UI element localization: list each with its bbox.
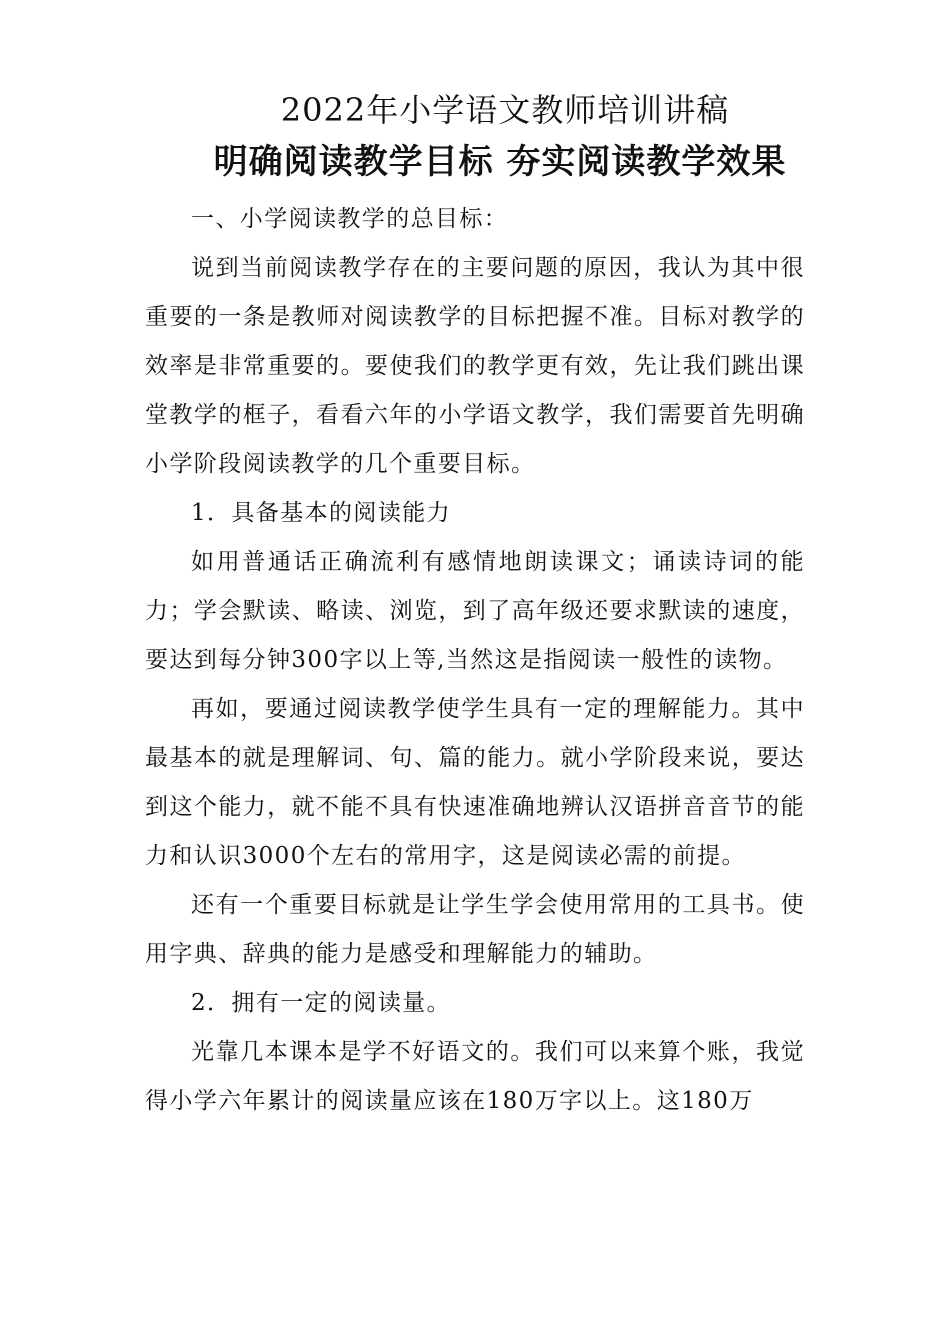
paragraph: 说到当前阅读教学存在的主要问题的原因，我认为其中很重要的一条是教师对阅读教学的目标把握不准。目标对教学的效率是非常重要的。要使我们的教学更有效，先让我们跳出课堂教学的框子，看看六年的小学语文教学，我们需要首先明确小学阶段阅读教学的几个重要目标。: [145, 255, 805, 477]
subsection-heading-2: 2．拥有一定的阅读量。: [191, 990, 452, 1016]
paragraph: 如用普通话正确流利有感情地朗读课文；诵读诗词的能力；学会默读、略读、浏览，到了高年级还要求默读的速度，要达到每分钟300字以上等,当然这是指阅读一般性的读物。: [145, 549, 805, 673]
document-subtitle: 明确阅读教学目标 夯实阅读教学效果: [213, 142, 787, 182]
paragraph: 光靠几本课本是学不好语文的。我们可以来算个账，我觉得小学六年累计的阅读量应该在180万字以上。这180万: [145, 1039, 805, 1114]
paragraph: 还有一个重要目标就是让学生学会使用常用的工具书。使用字典、辞典的能力是感受和理解能力的辅助。: [145, 892, 805, 967]
paragraph: 再如，要通过阅读教学使学生具有一定的理解能力。其中最基本的就是理解词、句、篇的能力。就小学阶段来说，要达到这个能力，就不能不具有快速准确地辨认汉语拼音音节的能力和认识3000个左右的常用字，这是阅读必需的前提。: [145, 696, 805, 869]
document-title: 2022年小学语文教师培训讲稿: [280, 91, 730, 129]
section-heading-1: 一、小学阅读教学的总目标：: [191, 206, 509, 232]
document-body: [145, 195, 805, 1126]
subsection-heading-1: 1．具备基本的阅读能力: [191, 500, 452, 526]
